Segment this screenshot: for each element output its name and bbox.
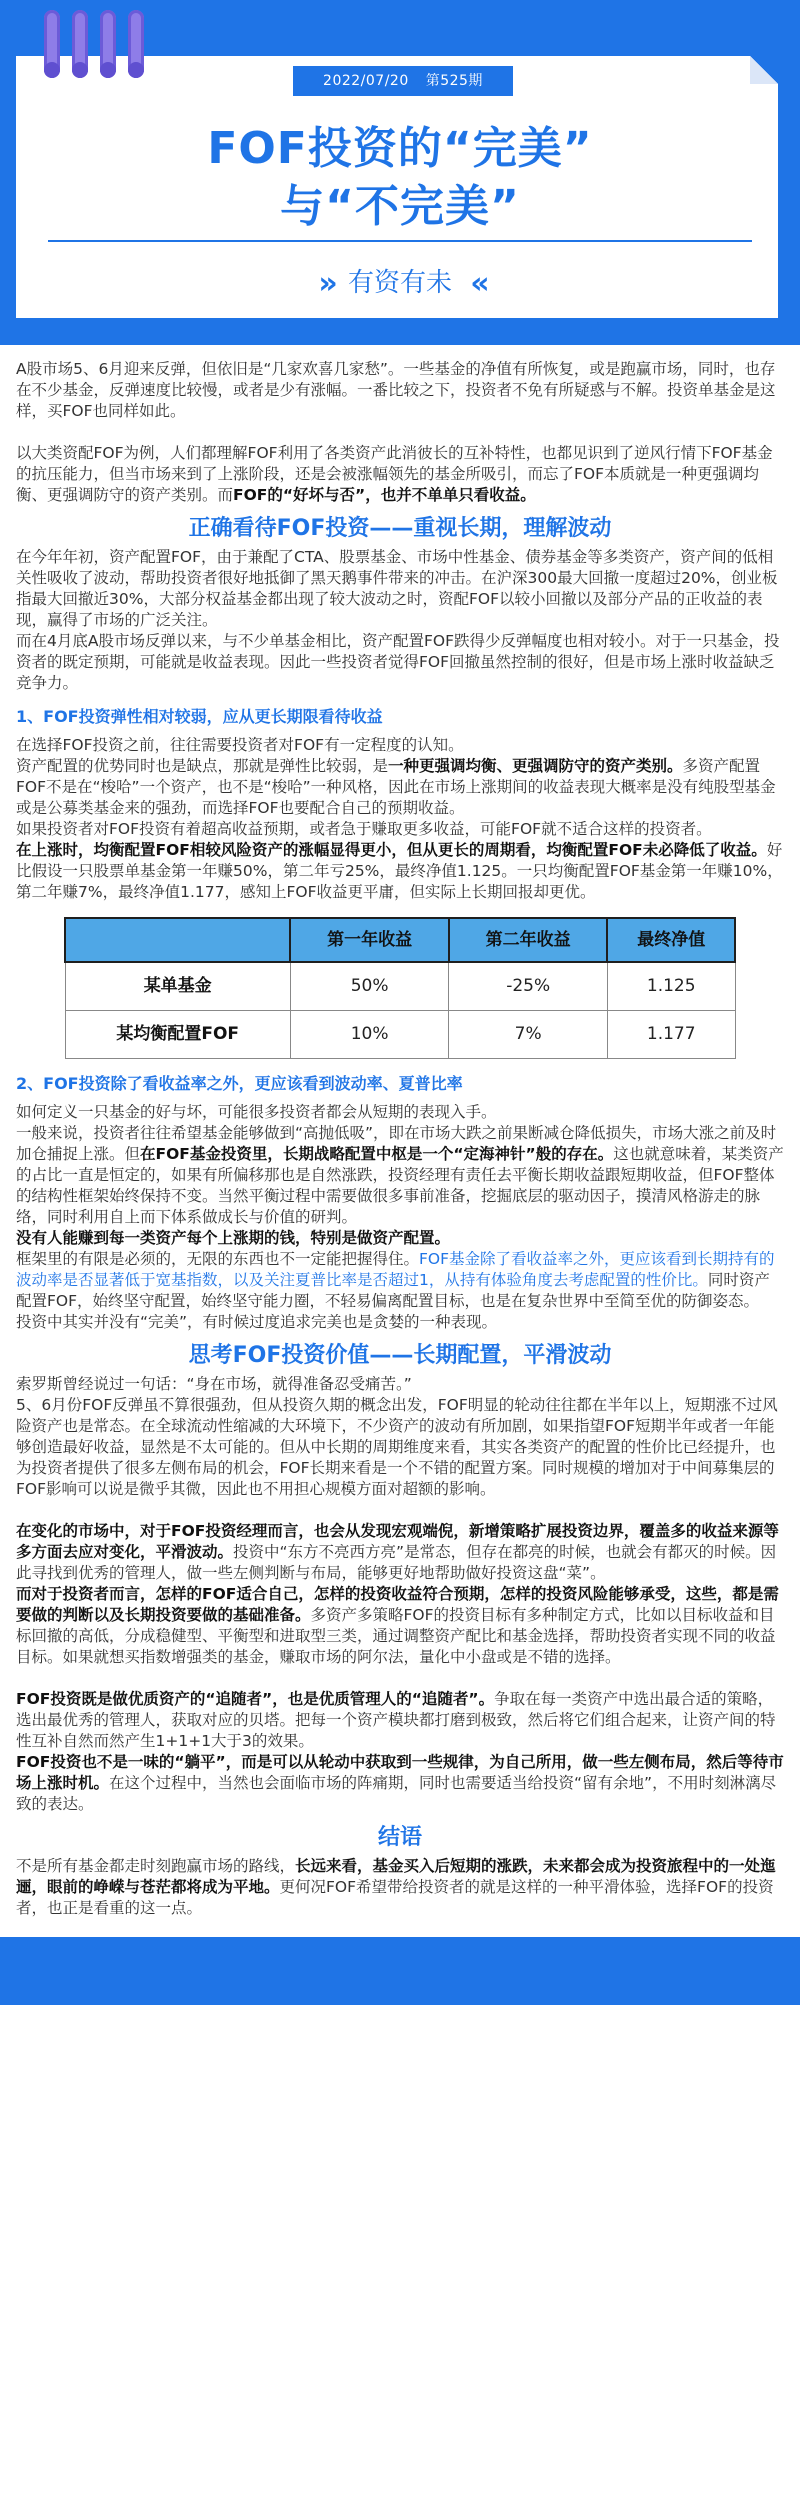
- body-paragraph: 而在4月底A股市场反弹以来，与不少单基金相比，资产配置FOF跌得少反弹幅度也相对较小。对于一只基金，投资者的既定预期，可能就是收益表现。因此一些投资者觉得FOF回撤虽然控制的很好，但是市场上涨时收益缺乏竞争力。: [16, 632, 780, 692]
- issue-date: 2022/07/20: [323, 73, 409, 89]
- table-header-cell: [65, 918, 290, 962]
- table-header-cell: 第一年收益: [290, 918, 449, 962]
- table-header-cell: 第二年收益: [449, 918, 608, 962]
- table-cell: 某均衡配置FOF: [65, 1010, 290, 1058]
- body-paragraph: 一般来说，投资者往往希望基金能够做到“高抛低吸”，即在市场大跌之前果断减仓降低损失，市场大涨之前及时加仓捕捉上涨。但在FOF基金投资里，长期战略配置中枢是一个“定海神针”般的存在。这也就意味着，某类资产的占比一直是恒定的，如果有所偏移那也是自然涨跌，投资经理有责任去平衡长期收益跟短期收益，但FOF整体的结构性框架始终保持不变。当然平衡过程中需要做很多事前准备，挖掘底层的驱动因子，摸清风格游走的脉络，同时利用自上而下体系做成长与价值的研判。: [16, 1123, 784, 1226]
- table-header-cell: 最终净值: [607, 918, 735, 962]
- table-cell: 1.177: [607, 1010, 735, 1058]
- body-paragraph: 如何定义一只基金的好与坏，可能很多投资者都会从短期的表现入手。: [16, 1102, 497, 1121]
- title-divider: [48, 240, 752, 242]
- body-paragraph: 资产配置的优势同时也是缺点，那就是弹性比较弱，是一种更强调均衡、更强调防守的资产类别。多资产配置FOF不是在“梭哈”一个资产，也不是“梭哈”一种风格，因此在市场上涨期间的收益表现大概率是没有纯股型基金或是公募类基金来的强劲，而选择FOF也要配合自己的预期收益。: [16, 757, 776, 817]
- body-paragraph: 没有人能赚到每一类资产每个上涨期的钱，特别是做资产配置。: [16, 1228, 451, 1247]
- table-cell: 7%: [449, 1010, 608, 1058]
- conclusion-heading: 结语: [377, 1824, 422, 1850]
- binder-ring-icon: [44, 10, 60, 78]
- header-banner: [0, 0, 800, 345]
- issue-date-bar: [293, 66, 513, 96]
- table-cell: -25%: [449, 962, 608, 1010]
- brand-line: [0, 262, 800, 301]
- footer-bar: [0, 1937, 800, 2005]
- section-heading: 正确看待FOF投资——重视长期，理解波动: [188, 516, 612, 541]
- sub-heading: 2、FOF投资除了看收益率之外，更应该看到波动率、夏普比率: [16, 1073, 463, 1093]
- binder-ring-icon: [100, 10, 116, 78]
- body-paragraph: 索罗斯曾经说过一句话：“身在市场，就得准备忍受痛苦。”: [16, 1374, 412, 1393]
- body-paragraph: 在选择FOF投资之前，往往需要投资者对FOF有一定程度的认知。: [16, 736, 464, 754]
- binder-ring-icon: [128, 10, 144, 78]
- sub-heading: 1、FOF投资弹性相对较弱，应从更长期限看待收益: [16, 707, 383, 726]
- chevron-right-icon: »: [318, 266, 330, 301]
- table-row: [65, 962, 735, 1010]
- body-paragraph: 框架里的有限是必须的，无限的东西也不一定能把握得住。FOF基金除了看收益率之外，更应该看到长期持有的波动率是否显著低于宽基指数，以及关注夏普比率是否超过1，从持有体验角度去考虑配置的性价比。同时资产配置FOF，始终坚守配置，始终坚守能力圈，不轻易偏离配置目标，也是在复杂世界中至简至优的防御姿态。: [16, 1249, 775, 1310]
- body-paragraph: FOF投资既是做优质资产的“追随者”，也是优质管理人的“追随者”。争取在每一类资产中选出最合适的策略，选出最优秀的管理人，获取对应的贝塔。把每一个资产模块都打磨到极致，然后将它们组合起来，让资产间的特性互补自然而然产生1+1+1大于3的效果。: [16, 1689, 776, 1750]
- table-header-row: [65, 918, 735, 962]
- body-paragraph: 而对于投资者而言，怎样的FOF适合自己，怎样的投资收益符合预期，怎样的投资风险能够承受，这些，都是需要做的判断以及长期投资要做的基础准备。多资产多策略FOF的投资目标有多种制定方式，比如以目标收益和目标回撤的高低，分成稳健型、平衡型和进取型三类，通过调整资产配比和基金选择，帮助投资者实现不同的收益目标。如果就想买指数增强类的基金，赚取市场的阿尔法，量化中小盘或是不错的选择。: [16, 1584, 779, 1666]
- binder-ring-icon: [72, 10, 88, 78]
- body-paragraph: FOF投资也不是一味的“躺平”，而是可以从轮动中获取到一些规律，为自己所用，做一些左侧布局，然后等待市场上涨时机。在这个过程中，当然也会面临市场的阵痛期，同时也需要适当给投资“留有余地”，不用时刻淋漓尽致的表达。: [16, 1752, 784, 1813]
- body-paragraph: 不是所有基金都走时刻跑赢市场的路线，长远来看，基金买入后短期的涨跌，未来都会成为投资旅程中的一处迤逦，眼前的峥嵘与苍茫都将成为平地。更何况FOF希望带给投资者的就是这样的一种平滑体验，选择FOF的投资者，也正是看重的这一点。: [16, 1856, 776, 1917]
- comparison-table: [64, 917, 736, 1059]
- body-paragraph: 在变化的市场中，对于FOF投资经理而言，也会从发现宏观端倪，新增策略扩展投资边界，覆盖多的收益来源等多方面去应对变化，平滑波动。投资中“东方不亮西方亮”是常态，但存在都亮的时候，也就会有都灭的时候。因此寻找到优秀的管理人，做一些左侧判断与布局，能够更好地帮助做好投资这盘“菜”。: [16, 1521, 779, 1582]
- chevron-left-icon: «: [470, 266, 482, 301]
- body-paragraph: 投资中其实并没有“完美”，有时候过度追求完美也是贪婪的一种表现。: [16, 1312, 498, 1331]
- issue-number: 第525期: [425, 73, 483, 89]
- table-cell: 某单基金: [65, 962, 290, 1010]
- body-paragraph: 如果投资者对FOF投资有着超高收益预期，或者急于赚取更多收益，可能FOF就不适合这样的投资者。: [16, 820, 712, 838]
- body-paragraph: 在上涨时，均衡配置FOF相较风险资产的涨幅显得更小，但从更长的周期看，均衡配置FOF未必降低了收益。好比假设一只股票单基金第一年赚50%，第二年亏25%，最终净值1.125。一只均衡配置FOF基金第一年赚10%，第二年赚7%，最终净值1.177，感知上FOF收益更平庸，但实际上长期回报却更优。: [16, 841, 783, 901]
- page-title-line1: FOF投资的“完美”: [207, 123, 593, 174]
- table-cell: 1.125: [607, 962, 735, 1010]
- body-paragraph: 5、6月份FOF反弹虽不算很强劲，但从投资久期的概念出发，FOF明显的轮动往往都在半年以上，短期涨不过风险资产也是常态。在全球流动性缩减的大环境下，不少资产的波动有所加剧，如果指望FOF短期半年或者一年能够创造最好收益，显然是不太可能的。但从中长期的周期维度来看，其实各类资产的配置的性价比已经提升，也为投资者提供了很多左侧布局的机会，FOF长期来看是一个不错的配置方案。同时规模的增加对于中间募集层的FOF影响可以说是微乎其微，因此也不用担心规模方面对超额的影响。: [16, 1395, 778, 1498]
- table-row: [65, 1010, 735, 1058]
- table-cell: 50%: [290, 962, 449, 1010]
- body-paragraph: 在今年年初，资产配置FOF，由于兼配了CTA、股票基金、市场中性基金、债券基金等多类资产，资产间的低相关性吸收了波动，帮助投资者很好地抵御了黑天鹅事件带来的冲击。在沪深300最大回撤一度超过20%，创业板指最大回撤近30%，大部分权益基金都出现了较大波动之时，资配FOF以较小回撤以及部分产品的正收益的表现，赢得了市场的广泛关注。: [16, 548, 778, 629]
- article-body: [0, 345, 800, 1929]
- intro-paragraph: 以大类资配FOF为例，人们都理解FOF利用了各类资产此消彼长的互补特性，也都见识到了逆风行情下FOF基金的抗压能力，但当市场来到了上涨阶段，还是会被涨幅领先的基金所吸引，而忘了FOF本质就是一种更强调均衡、更强调防守的资产类别。而FOF的“好坏与否”，也并不单单只看收益。: [16, 444, 773, 504]
- table-cell: 10%: [290, 1010, 449, 1058]
- page-title-line2: 与“不完美”: [280, 181, 520, 232]
- brand-name: 有资有未: [347, 268, 452, 298]
- intro-paragraph: A股市场5、6月迎来反弹，但依旧是“几家欢喜几家愁”。一些基金的净值有所恢复，或是跑赢市场，同时，也存在不少基金，反弹速度比较慢，或者是少有涨幅。一番比较之下，投资者不免有所疑惑与不解。投资单基金是这样，买FOF也同样如此。: [16, 360, 776, 420]
- section-heading: 思考FOF投资价值——长期配置，平滑波动: [188, 1342, 612, 1368]
